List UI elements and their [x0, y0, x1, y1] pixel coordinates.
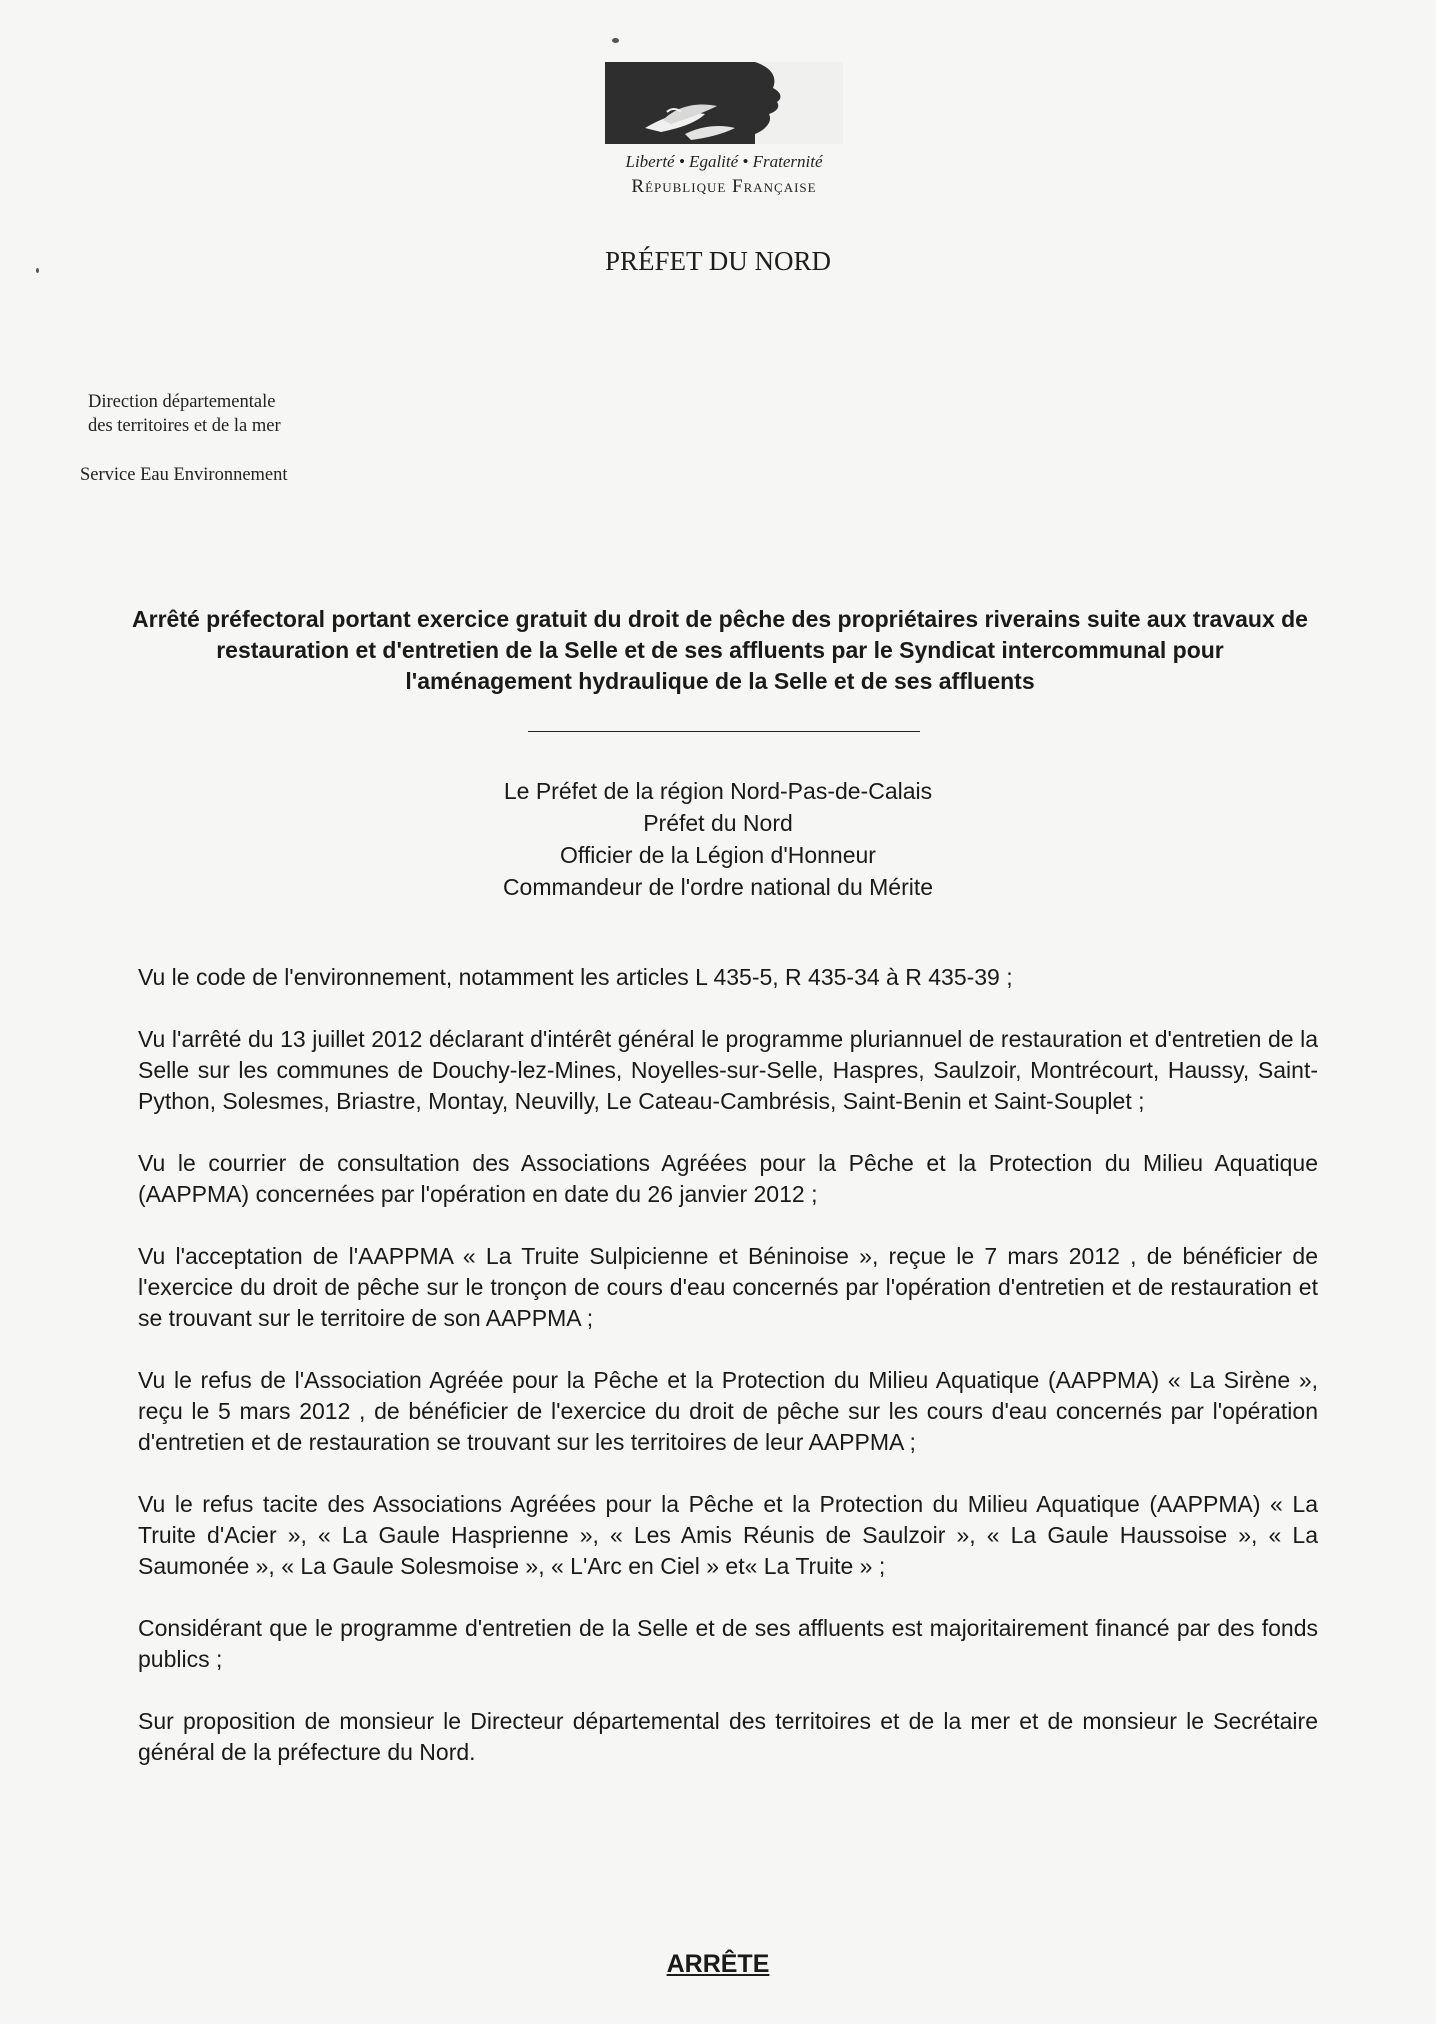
service-name: Service Eau Environnement: [80, 465, 288, 485]
direction-line2: des territoires et de la mer: [88, 416, 281, 436]
republic-logo: [605, 62, 843, 198]
scan-speck: [612, 38, 619, 43]
republic-motto: Liberté • Egalité • Fraternité: [625, 152, 823, 171]
direction-line1: Direction départementale: [88, 392, 276, 412]
visa-paragraph: Vu l'arrêté du 13 juillet 2012 déclarant d'intérêt général le programme pluriannuel de restauration et d'entretien de la Selle sur les communes de Douchy-lez-Mines, Noyelles-sur-Selle, Haspres, Saulzoir, Montrécourt, Haussy, Saint-Python, Solesmes, Briastre, Montay, Neuvilly, Le Cateau-Cambrésis, Saint-Benin et Saint-Souplet ;: [138, 1026, 1318, 1114]
prefet-heading: PRÉFET DU NORD: [604, 246, 832, 276]
direction-block: [88, 390, 281, 438]
document-body: [138, 962, 1318, 1799]
document-title: Arrêté préfectoral portant exercice gratuit du droit de pêche des propriétaires riverains suite aux travaux de restauration et d'entretien de la Selle et de ses affluents par le Syndicat intercommunal pour l'aménagement hydraulique de la Selle et de ses affluents: [132, 606, 1308, 694]
visa-paragraph: Vu l'acceptation de l'AAPPMA « La Truite Sulpicienne et Béninoise », reçue le 7 mars 2012 , de bénéficier de l'exercice du droit de pêche sur le tronçon de cours d'eau concernés par l'opération d'entretien et de restauration et se trouvant sur le territoire de son AAPPMA ;: [138, 1243, 1318, 1331]
signatory-line: Commandeur de l'ordre national du Mérite: [502, 874, 934, 900]
visa-paragraph: Vu le code de l'environnement, notamment les articles L 435-5, R 435-34 à R 435-39 ;: [138, 964, 1013, 990]
visa-paragraph: Vu le courrier de consultation des Associations Agréées pour la Pêche et la Protection du Milieu Aquatique (AAPPMA) concernées par l'opération en date du 26 janvier 2012 ;: [138, 1150, 1318, 1207]
marianne-logo-icon: [605, 62, 843, 144]
proposition-paragraph: Sur proposition de monsieur le Directeur départemental des territoires et de la mer et de monsieur le Secrétaire général de la préfecture du Nord.: [138, 1708, 1318, 1765]
arrete-heading: ARRÊTE: [666, 1950, 770, 1978]
visa-paragraph: Vu le refus tacite des Associations Agréées pour la Pêche et la Protection du Milieu Aquatique (AAPPMA) « La Truite d'Acier », « La Gaule Hasprienne », « Les Amis Réunis de Saulzoir », « La Gaule Haussoise », « La Saumonée », « La Gaule Solesmoise », « L'Arc en Ciel » et« La Truite » ;: [138, 1491, 1318, 1579]
considerant-paragraph: Considérant que le programme d'entretien de la Selle et de ses affluents est majoritairement financé par des fonds publics ;: [138, 1615, 1318, 1672]
signatory-line: Préfet du Nord: [643, 810, 793, 836]
signatory-line: Officier de la Légion d'Honneur: [560, 842, 876, 868]
republic-name: République Française: [631, 176, 817, 197]
signatory-block: [0, 775, 1436, 903]
signatory-line: Le Préfet de la région Nord-Pas-de-Calais: [503, 778, 933, 804]
visa-paragraph: Vu le refus de l'Association Agréée pour la Pêche et la Protection du Milieu Aquatique (AAPPMA) « La Sirène », reçu le 5 mars 2012 , de bénéficier de l'exercice du droit de pêche sur les cours d'eau concernés par l'opération d'entretien et de restauration se trouvant sur les territoires de leur AAPPMA ;: [138, 1367, 1318, 1455]
title-divider: [528, 731, 920, 732]
